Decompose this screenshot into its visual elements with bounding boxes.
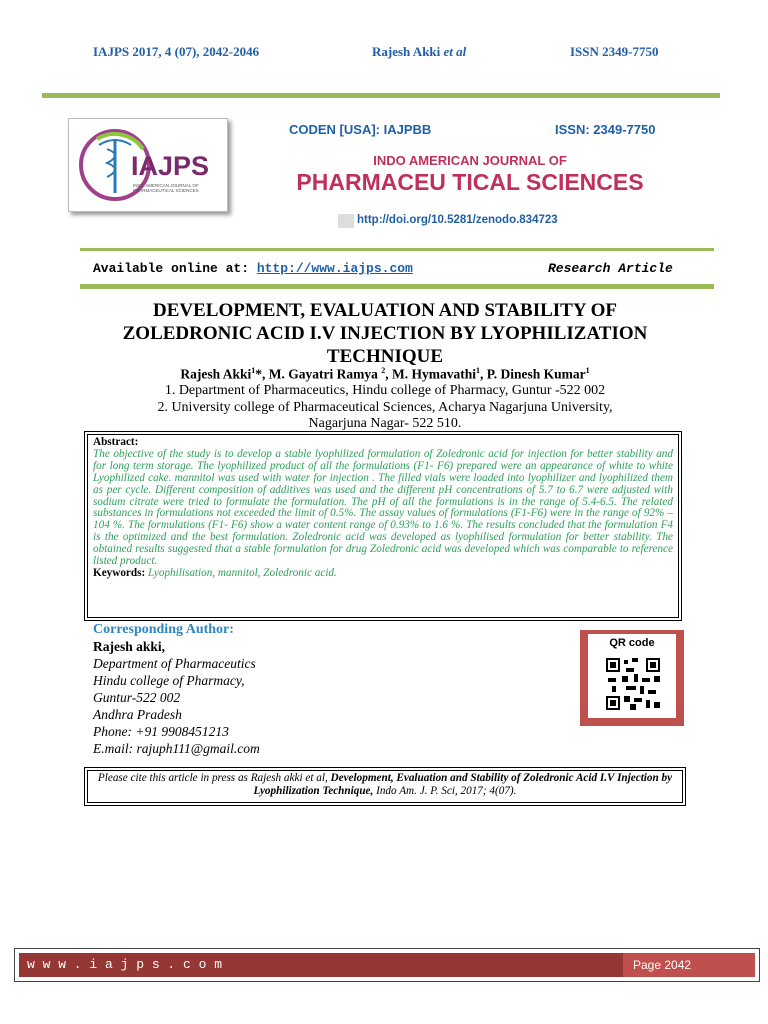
header-citation: IAJPS 2017, 4 (07), 2042-2046	[93, 44, 260, 59]
corresponding-line: Hindu college of Pharmacy,	[93, 673, 245, 688]
corresponding-email[interactable]: E.mail: rajuph111@gmail.com	[93, 741, 260, 756]
affiliation-3: Nagarjuna Nagar- 522 510.	[308, 416, 462, 431]
abstract-box	[87, 434, 679, 618]
article-title-line2: ZOLEDRONIC ACID I.V INJECTION BY LYOPHILIZATION	[122, 323, 648, 344]
author-name: M. Hymavathi	[392, 366, 476, 382]
author-affiliation-mark: 1	[585, 366, 590, 375]
qr-code-frame	[588, 634, 676, 718]
logo-subtext: INDO AMERICAN JOURNAL OF PHARMACEUTICAL SCIENCES	[133, 183, 199, 193]
abstract-text: The objective of the study is to develop a stable lyophilized formulation of Zoledronic acid for injection for better stability and for long term storage. The lyophilized product of all the formulations (F1- F6) prepared were an appearance of white to white Lyophilized cake. mannitol was used with water for injection . The filled vials were loaded into lyophilizer and lyophilized them as per cycle. Different composition of additives was used and the different pH concentrations of 5.7 to 6.7 were adjusted with sodium citrate were tried to formulate the formulation. The pH of all the formulations is in the range of 5.4-6.5. The related substances in formulations not exceeded the limit of 0.5%. The assay values of formulations (F1-F6) were in the range of 92% – 104 %. The formulations (F1- F6) show a water content range of 0.93% to 1.6 %. The results concluded that the formulation F4 is the optimized and the best formulation. Zoledronic acid was developed as lyophilised formulation for better stability. The obtained results suggested that a stable formulation for drug Zoledronic acid was developed which was comparable to reference listed product.	[93, 447, 673, 568]
header-author	[372, 44, 466, 60]
availability	[93, 261, 413, 276]
header-rule	[42, 93, 720, 98]
corresponding-line: Andhra Pradesh	[93, 707, 182, 722]
masthead-issn: ISSN: 2349-7750	[555, 122, 656, 137]
corresponding-author	[93, 621, 260, 757]
author-affiliation-mark: 1	[476, 366, 480, 375]
keywords	[93, 568, 673, 580]
header-issn: ISSN 2349-7750	[570, 44, 659, 59]
citation-title: Development, Evaluation and Stability of Zoledronic Acid I.V Injection by Lyophilization Technique,	[253, 772, 673, 797]
header-author-name: Rajesh Akki	[372, 44, 444, 59]
journal-name-line2: PHARMACEU TICAL SCIENCES	[296, 169, 644, 195]
corresponding-line: Guntur-522 002	[93, 690, 181, 705]
author-list	[60, 366, 710, 383]
footer-site[interactable]: w w w . i a j p s . c o m	[27, 957, 223, 972]
journal-logo	[68, 118, 228, 212]
author-separator: ,	[385, 366, 392, 382]
author-name: P. Dinesh Kumar	[486, 366, 586, 382]
available-online-label: Available online at:	[93, 261, 257, 276]
corresponding-line: Department of Pharmaceutics	[93, 656, 256, 671]
citation-box	[87, 770, 683, 803]
affiliation-1: 1. Department of Pharmaceutics, Hindu college of Pharmacy, Guntur -522 002	[164, 383, 606, 398]
keywords-label: Keywords:	[93, 566, 148, 579]
keywords-text: Lyophilisation, mannitol, Zoledronic acid.	[148, 566, 337, 579]
author-affiliation-mark: 2	[381, 366, 386, 375]
citation-suffix: Indo Am. J. P. Sci, 2017; 4(07).	[373, 785, 517, 797]
article-title-line1: DEVELOPMENT, EVALUATION AND STABILITY OF	[153, 300, 617, 321]
header-author-etal: et al	[443, 44, 467, 59]
corresponding-name: Rajesh akki,	[93, 639, 166, 654]
author-name: Rajesh Akki	[180, 366, 252, 382]
logo-text: IAJPS	[131, 151, 210, 181]
abstract-label: Abstract:	[93, 436, 139, 448]
qr-code-label: QR code	[609, 637, 655, 649]
doi-link[interactable]: http://doi.org/10.5281/zenodo.834723	[357, 214, 558, 226]
qr-code-panel	[580, 630, 684, 726]
article-title-line3: TECHNIQUE	[326, 346, 444, 367]
doi-bar	[338, 214, 354, 228]
author-name: M. Gayatri Ramya	[268, 366, 382, 382]
page-footer	[14, 948, 760, 982]
journal-name-line1: INDO AMERICAN JOURNAL OF	[373, 153, 567, 168]
footer-page-number: Page 2042	[633, 958, 692, 972]
citation-prefix: Please cite this article in press as Rajesh akki et al,	[97, 772, 331, 784]
affiliation-2: 2. University college of Pharmaceutical Sciences, Acharya Nagarjuna University,	[157, 400, 613, 415]
corresponding-phone: Phone: +91 9908451213	[93, 724, 229, 739]
qr-code-icon[interactable]	[606, 658, 660, 710]
author-separator: ,	[480, 366, 487, 382]
author-separator: *,	[255, 366, 269, 382]
corresponding-label: Corresponding Author:	[93, 622, 234, 637]
coden: CODEN [USA]: IAJPBB	[289, 122, 432, 137]
masthead-rule-bottom	[80, 284, 714, 289]
site-link[interactable]: http://www.iajps.com	[256, 261, 413, 276]
masthead-rule-top	[80, 248, 714, 251]
author-affiliation-mark: 1	[251, 366, 256, 375]
article-type: Research Article	[548, 261, 673, 276]
